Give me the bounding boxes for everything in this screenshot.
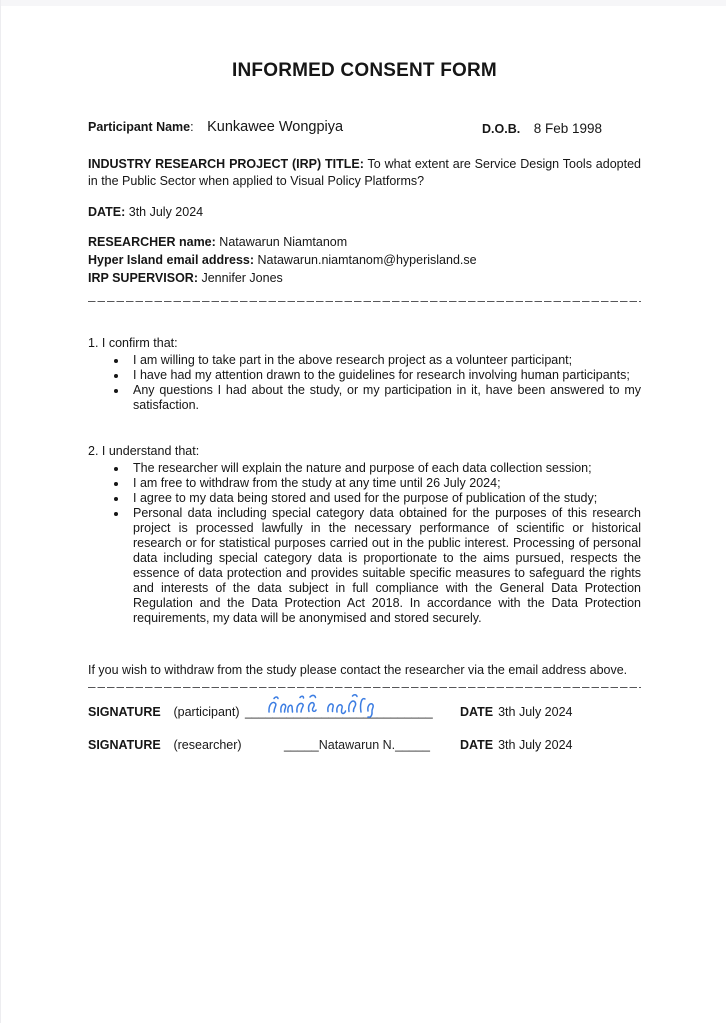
- participant-name-value: Kunkawee Wongpiya: [207, 119, 344, 135]
- signature-date-label: DATE: [460, 737, 494, 752]
- understand-bullet: • I am free to withdraw from the study at any time until 26 July 2024;: [128, 476, 641, 491]
- researcher-line: [88, 233, 641, 251]
- document-title: INFORMED CONSENT FORM: [232, 60, 497, 81]
- signature-date-value: 3th July 2024: [498, 704, 573, 719]
- signature-date-participant: [460, 705, 572, 720]
- researcher-signature-line: _____Natawarun N._____: [283, 737, 430, 752]
- confirm-section-heading: 1. I confirm that:: [88, 336, 178, 350]
- signature-row-participant: [88, 705, 641, 721]
- dob-label: D.O.B.: [482, 122, 521, 136]
- signature-date-researcher: [460, 738, 572, 753]
- understand-bullet-list: [88, 461, 641, 626]
- researcher-label: RESEARCHER name:: [88, 235, 216, 249]
- email-label: Hyper Island email address:: [88, 253, 255, 267]
- participant-name-colon: :: [190, 120, 194, 134]
- supervisor-value: Jennifer Jones: [201, 271, 283, 285]
- understand-bullet: • Personal data including special category data obtained for the purposes of this research project is processed lawfully in the necessary performance of scientific or historical research or for statistical purposes carried out in the public interest. Processing of personal data including special category data is proportionate to the aims pursued, respects the essence of data protection and provides suitable specific measures to safeguard the rights and interests of the data subject in full compliance with the General Data Protection Regulation and the Data Protection Act 2018. In accordance with the Data Protection requirements, my data will be anonymised and stored securely.: [128, 506, 641, 626]
- participant-signature-line: ___________________________: [244, 704, 433, 719]
- signature-date-value: 3th July 2024: [498, 737, 573, 752]
- researcher-value: Natawarun Niamtanom: [219, 235, 348, 249]
- confirm-bullet: • I am willing to take part in the above research project as a volunteer participant;: [128, 353, 641, 368]
- section-divider-bottom: [88, 687, 641, 689]
- page-left-edge: [0, 0, 1, 1023]
- withdraw-note: If you wish to withdraw from the study please contact the researcher via the email address above.: [88, 663, 628, 677]
- participant-name-row: [88, 120, 641, 138]
- irp-title-paragraph: [88, 156, 641, 190]
- dob-group: [482, 121, 602, 137]
- confirm-bullet: • Any questions I had about the study, or my participation in it, have been answered to my satisfaction.: [128, 383, 641, 413]
- signature-label: SIGNATURE: [88, 737, 161, 752]
- supervisor-label: IRP SUPERVISOR:: [88, 271, 198, 285]
- participant-signature-handwriting: [264, 691, 376, 721]
- document-content: [88, 0, 641, 754]
- date-label: DATE:: [88, 205, 126, 219]
- email-line: [88, 251, 641, 269]
- supervisor-line: [88, 269, 641, 287]
- email-value: Natawarun.niamtanom@hyperisland.se: [257, 253, 477, 267]
- understand-bullet: • The researcher will explain the nature and purpose of each data collection session;: [128, 461, 641, 476]
- section-divider-top: [88, 300, 641, 302]
- confirm-bullet: • I have had my attention drawn to the guidelines for research involving human participants;: [128, 368, 641, 383]
- date-line: [88, 204, 641, 221]
- participant-name-label: Participant Name: [88, 120, 191, 134]
- signature-label: SIGNATURE: [88, 704, 161, 719]
- researcher-block: [88, 233, 641, 287]
- signature-role-participant: (participant): [173, 704, 240, 719]
- understand-bullet: • I agree to my data being stored and used for the purpose of publication of the study;: [128, 491, 641, 506]
- signature-role-researcher: (researcher): [173, 737, 242, 752]
- irp-title-label: INDUSTRY RESEARCH PROJECT (IRP) TITLE:: [88, 157, 364, 171]
- signature-row-researcher: [88, 738, 641, 754]
- irp-title-text: To what extent are Service Design Tools adopted in the Public Sector when applied to Visual Policy Platforms?: [88, 157, 641, 188]
- dob-value: 8 Feb 1998: [533, 121, 602, 136]
- understand-section-heading: 2. I understand that:: [88, 444, 200, 458]
- signature-date-label: DATE: [460, 704, 494, 719]
- confirm-bullet-list: [88, 353, 641, 413]
- date-value: 3th July 2024: [128, 205, 204, 219]
